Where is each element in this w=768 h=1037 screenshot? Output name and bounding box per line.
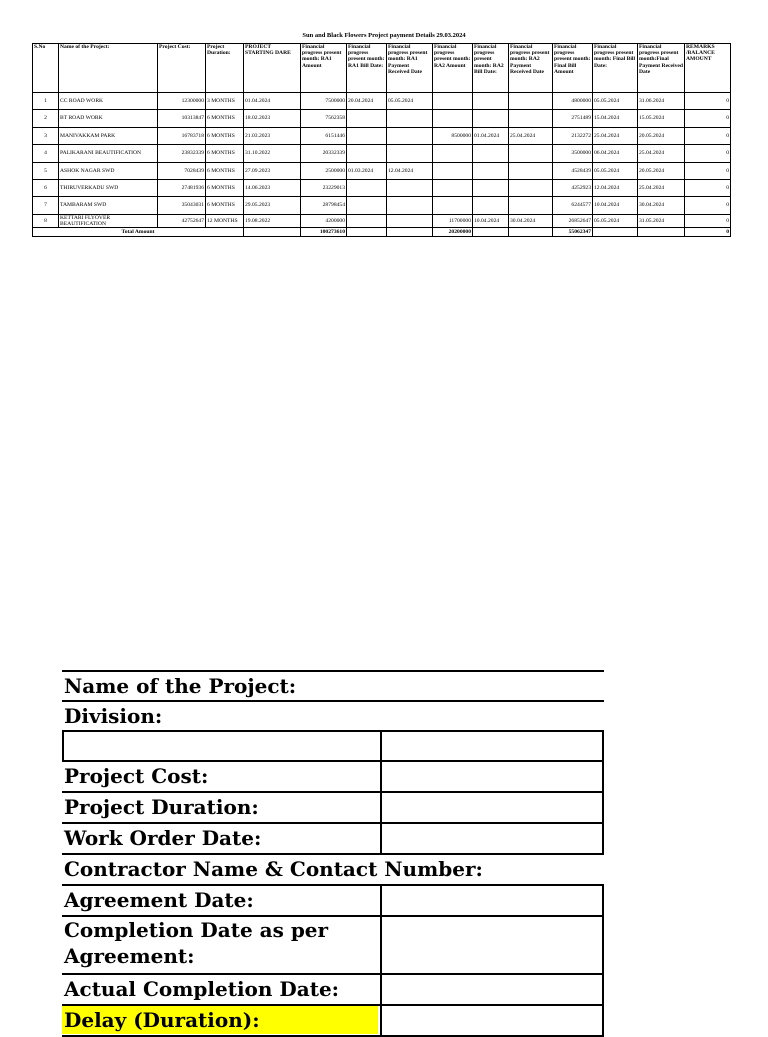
table-cell [509,93,553,110]
table-cell: 6244577 [553,197,593,214]
table-cell [433,93,473,110]
table-cell: 7028439 [158,162,206,179]
table-cell [347,179,387,196]
sheet-title: Sun and Black Flowers Project payment Details 29.03.2024 [302,32,466,39]
table-cell: 06.04.2024 [593,145,638,162]
table-cell: 20.05.2024 [638,127,685,144]
table-cell: 25.04.2024 [593,127,638,144]
table-cell: 18.02.2023 [244,110,301,127]
table-cell: 05.05.2024 [593,214,638,227]
table-cell [347,127,387,144]
table-cell: 14.06.2023 [244,179,301,196]
table-cell: 0 [685,93,731,110]
header-cell: Financial progress present month: RA2 Bill Date: [473,44,509,93]
contractor-label: Contractor Name & Contact Number: [64,857,483,881]
header-cell: Financial progress present month: RA1 Amount [301,44,347,93]
table-cell: 25.04.2024 [509,127,553,144]
table-cell: 6 MONTHS [206,110,244,127]
table-cell [387,214,433,227]
table-cell: 12 MONTHS [206,214,244,227]
table-cell: 25.04.2024 [638,145,685,162]
header-cell: Financial progress present month: RA1 Payment Received Date [387,44,433,93]
table-cell: KETTARI FLYOVER BEAUTIFICATION [59,214,158,227]
table-cell [473,227,509,236]
table-cell [433,145,473,162]
total-ra2-amount: 20200000 [433,227,473,236]
table-cell: 4800000 [553,93,593,110]
form-row-project-duration [62,793,604,824]
table-cell: 27481936 [158,179,206,196]
table-cell: 4252923 [553,179,593,196]
table-cell [347,110,387,127]
table-cell: 12300000 [158,93,206,110]
table-cell: 8500000 [433,127,473,144]
table-row [33,145,731,162]
table-cell: 35043031 [158,197,206,214]
table-cell: 2132272 [553,127,593,144]
agreement-date-value [380,886,604,915]
table-cell: 26852647 [553,214,593,227]
form-row-contractor [62,855,604,886]
table-cell: 05.05.2024 [593,162,638,179]
form-row-project-cost [62,762,604,793]
table-cell: 31.06.2024 [638,93,685,110]
division-label: Division: [64,704,163,728]
completion-date-value [380,917,604,973]
table-cell [509,179,553,196]
table-cell [473,145,509,162]
table-cell: 31.05.2024 [638,214,685,227]
table-cell: 3500000 [553,145,593,162]
table-cell [433,162,473,179]
header-cell: REMARKS /BALANCE AMOUNT [685,44,731,93]
form-row-division [62,702,604,732]
table-cell [347,214,387,227]
table-row [33,162,731,179]
table-cell [593,227,638,236]
table-cell: 21.03.2023 [244,127,301,144]
table-cell: 6 MONTHS [206,197,244,214]
table-cell [387,197,433,214]
delay-label: Delay (Duration): [62,1006,378,1034]
table-cell: 29.05.2023 [244,197,301,214]
table-cell: 3 MONTHS [206,93,244,110]
project-duration-value [380,793,604,822]
total-row [33,227,731,236]
table-cell: 6 MONTHS [206,162,244,179]
table-cell: 7 [33,197,59,214]
form-row-project-name [62,670,604,702]
table-cell [387,145,433,162]
table-cell: 30.04.2024 [638,197,685,214]
payment-details-table [32,43,731,237]
table-cell: CC ROAD WORK [59,93,158,110]
table-cell [509,227,553,236]
project-cost-value [380,762,604,791]
table-row [33,179,731,196]
actual-completion-value [380,975,604,1004]
header-cell: Financial progress present month: RA2 Payment Received Date [509,44,553,93]
table-cell: 5 [33,162,59,179]
table-cell: 23832339 [158,145,206,162]
table-cell [509,110,553,127]
delay-value [380,1006,604,1035]
table-cell: MANIVAKKAM PARK [59,127,158,144]
agreement-date-label: Agreement Date: [64,888,254,912]
table-cell: 31.10.2022 [244,145,301,162]
project-name-label: Name of the Project: [64,674,297,698]
total-label: Total Amount [33,227,244,236]
table-cell: 0 [685,110,731,127]
table-cell: 42752647 [158,214,206,227]
blank-cell [62,732,382,760]
table-cell: 11700000 [433,214,473,227]
table-cell [433,179,473,196]
table-cell: 4528439 [553,162,593,179]
table-cell: 4200000 [301,214,347,227]
table-cell: 6 [33,179,59,196]
table-cell: 05.05.2024 [593,93,638,110]
form-row-completion-date [62,917,604,975]
table-cell [473,197,509,214]
table-cell [473,110,509,127]
table-cell: 2500000 [301,162,347,179]
table-cell: BT ROAD WORK [59,110,158,127]
table-cell: 6 MONTHS [206,179,244,196]
table-cell: 4 [33,145,59,162]
table-cell: 3 [33,127,59,144]
project-duration-label: Project Duration: [64,795,259,819]
table-cell: TAMBARAM SWD [59,197,158,214]
form-row-agreement-date [62,886,604,917]
table-cell: THIRUVERKADU SWD [59,179,158,196]
form-row-spacer [62,732,604,762]
table-cell: 19.08.2022 [244,214,301,227]
table-cell: 23229013 [301,179,347,196]
table-cell: 7500000 [301,93,347,110]
table-cell: 30.04.2024 [509,214,553,227]
table-cell: 15.05.2024 [638,110,685,127]
header-cell: Project Duration: [206,44,244,93]
form-row-actual-completion [62,975,604,1006]
table-cell [387,179,433,196]
table-cell: 16783718 [158,127,206,144]
table-row [33,93,731,110]
table-cell: 10.04.2024 [473,214,509,227]
table-row [33,214,731,227]
header-cell: Financial progress present month: RA2 Amount [433,44,473,93]
table-cell: 8 [33,214,59,227]
header-row [33,44,731,93]
header-cell: Project Cost: [158,44,206,93]
table-cell: 7562358 [301,110,347,127]
table-cell [433,110,473,127]
table-cell: 0 [685,197,731,214]
table-cell [509,145,553,162]
table-cell: 10313847 [158,110,206,127]
table-cell: 0 [685,162,731,179]
table-cell: 25.04.2024 [638,179,685,196]
table-cell: 20.04.2024 [347,93,387,110]
header-cell: Financial progress present month: Final Bill Date: [593,44,638,93]
table-cell [347,145,387,162]
table-cell: 1 [33,93,59,110]
completion-date-label: Completion Date as per Agreement: [64,918,329,968]
table-cell [473,93,509,110]
total-ra1-amount: 100273610 [301,227,347,236]
table-cell: 6 MONTHS [206,145,244,162]
work-order-date-label: Work Order Date: [64,826,262,850]
table-cell: 01.04.2024 [244,93,301,110]
table-cell: 01.04.2024 [473,127,509,144]
table-cell: 6151446 [301,127,347,144]
table-cell: 0 [685,127,731,144]
table-cell: 05.05.2024 [387,93,433,110]
table-cell: ASHOK NAGAR SWD [59,162,158,179]
header-cell: Financial progress present month:Final Payment Received Date [638,44,685,93]
table-cell: 20.05.2024 [638,162,685,179]
table-row [33,110,731,127]
header-cell: Name of the Project: [59,44,158,93]
total-balance: 0 [685,227,731,236]
table-cell: 12.04.2024 [593,179,638,196]
table-cell [347,197,387,214]
table-cell: 0 [685,214,731,227]
header-cell: S.No [33,44,59,93]
project-info-form [62,670,604,1037]
table-cell: 20332339 [301,145,347,162]
table-cell [387,227,433,236]
project-cost-label: Project Cost: [64,764,209,788]
form-row-delay [62,1006,604,1037]
form-row-work-order-date [62,824,604,855]
table-cell: 0 [685,145,731,162]
actual-completion-label: Actual Completion Date: [64,977,340,1001]
table-cell [433,197,473,214]
table-cell: 10.04.2024 [593,197,638,214]
table-cell: 2751489 [553,110,593,127]
table-cell: 15.04.2024 [593,110,638,127]
table-cell [509,197,553,214]
table-cell [387,127,433,144]
table-cell [473,162,509,179]
table-cell: 6 MONTHS [206,127,244,144]
blank-cell [380,732,604,760]
table-cell [244,227,301,236]
table-cell [638,227,685,236]
table-cell [387,110,433,127]
table-cell [473,179,509,196]
table-cell: 27.09.2023 [244,162,301,179]
total-final-amount: 55062347 [553,227,593,236]
table-cell: PALIKARANI BEAUTIFICATION [59,145,158,162]
table-cell: 01.03.2024 [347,162,387,179]
table-row [33,127,731,144]
header-cell: Financial progress present month: RA1 Bill Date: [347,44,387,93]
work-order-date-value [380,824,604,853]
header-cell: Financial progress present month: Final Bill Amount [553,44,593,93]
table-cell: 2 [33,110,59,127]
table-cell: 0 [685,179,731,196]
table-row [33,197,731,214]
table-cell: 28798454 [301,197,347,214]
table-cell: 12.04.2024 [387,162,433,179]
header-cell: PROJECT STARTING DARE [244,44,301,93]
table-cell [509,162,553,179]
table-cell [347,227,387,236]
